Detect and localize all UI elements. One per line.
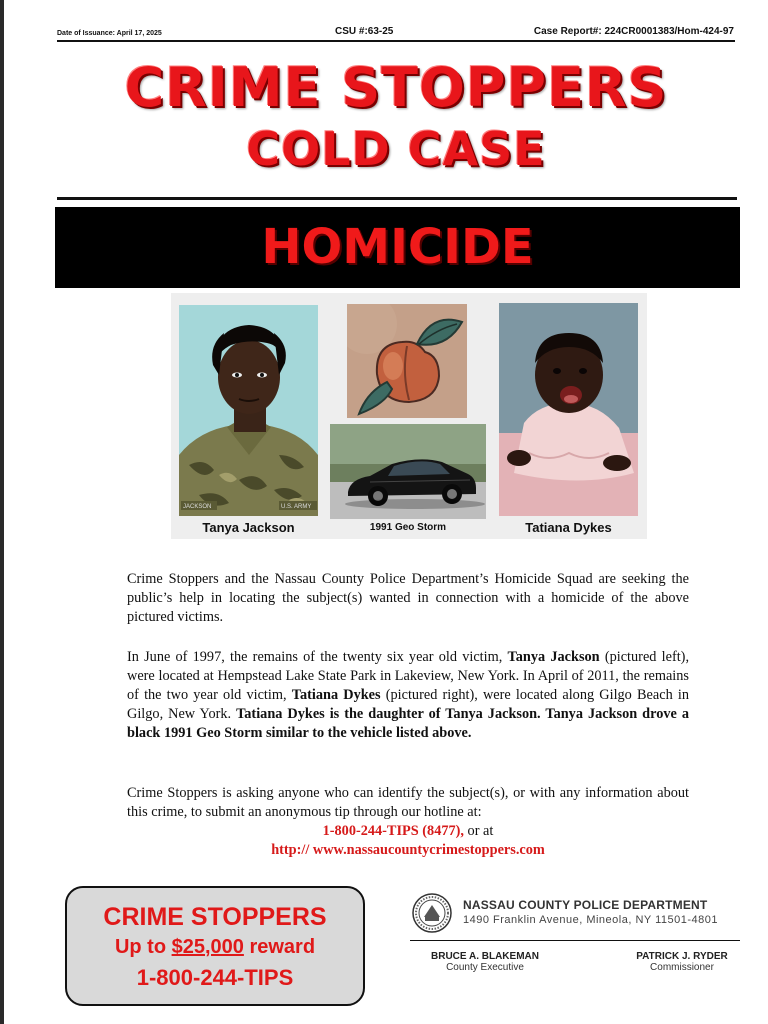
csu-number: CSU #:63-25 [335, 26, 394, 37]
reward-amount-line [67, 932, 363, 962]
intro-paragraph: Crime Stoppers and the Nassau County Police Department’s Homicide Squad are seeking the public’s help in locating the subject(s) wanted in connection with a homicide of the above pictured victims. [127, 571, 689, 625]
uniform-army-tag: U.S. ARMY [281, 504, 312, 510]
reward-suffix: reward [243, 936, 316, 958]
photo-geo-storm [330, 424, 486, 519]
case-report-number: Case Report#: 224CR0001383/Hom-424-97 [533, 26, 734, 37]
official-name: PATRICK J. RYDER [636, 951, 728, 962]
relationship-vehicle-note: Tatiana Dykes is the daughter of Tanya Jackson. Tanya Jackson drove a black 1991 Geo Storm similar to the vehicle listed above. [127, 706, 689, 741]
hotline-number[interactable]: 1-800-244-TIPS (8477), [322, 823, 464, 839]
photo-tattoo [347, 304, 467, 418]
peach-tattoo-illustration [347, 304, 467, 418]
official-title: Commissioner [650, 962, 714, 973]
hotline-line [127, 822, 689, 841]
tip-request-paragraph: Crime Stoppers is asking anyone who can identify the subject(s), or with any information about this crime, to submit an anonymous tip through our hotline at: [127, 785, 689, 820]
reward-box [65, 886, 365, 1006]
reward-hotline[interactable]: 1-800-244-TIPS [136, 965, 294, 990]
official-county-executive [415, 951, 555, 973]
baby-portrait-illustration [499, 303, 638, 516]
uniform-name-tag: JACKSON [183, 504, 212, 510]
main-title: CRIME STOPPERS [124, 56, 668, 119]
issuance-date: Date of Issuance: April 17, 2025 [57, 30, 162, 37]
case-details-text-3: (pictured right), were located along Gilgo Beach in Gilgo, New York. [127, 687, 689, 722]
car-illustration [330, 424, 486, 519]
case-details-paragraph [127, 648, 689, 743]
reward-title: CRIME STOPPERS [103, 903, 327, 931]
homicide-label: HOMICIDE [261, 219, 534, 275]
official-name: BRUCE A. BLAKEMAN [431, 951, 539, 962]
victim-name-tanya: Tanya Jackson [507, 649, 600, 665]
reward-prefix: Up to [114, 936, 172, 958]
header-divider [57, 40, 735, 42]
photo-tatiana-dykes [499, 303, 638, 516]
department-address: 1490 Franklin Avenue, Mineola, NY 11501-4801 [463, 914, 718, 926]
photo-tanya-jackson [179, 305, 318, 516]
official-title: County Executive [446, 962, 524, 973]
department-divider [410, 940, 740, 941]
department-name: NASSAU COUNTY POLICE DEPARTMENT [463, 898, 708, 912]
website-link[interactable]: http:// www.nassaucountycrimestoppers.com [271, 842, 545, 858]
sub-title: COLD CASE [246, 122, 546, 176]
caption-tanya-jackson: Tanya Jackson [202, 520, 295, 535]
reward-amount: $25,000 [171, 936, 244, 958]
or-at-text: or at [463, 823, 494, 839]
official-commissioner [612, 951, 752, 973]
caption-tatiana-dykes: Tatiana Dykes [525, 520, 612, 535]
caption-geo-storm: 1991 Geo Storm [369, 522, 447, 533]
case-details-text-2: (pictured left), were located at Hempstead Lake State Park in Lakeview, New York. In April of 2011, the remains of the two year old victim, [127, 649, 690, 703]
victim-name-tatiana: Tatiana Dykes [291, 687, 381, 703]
portrait-illustration [179, 305, 318, 516]
case-details-text-1: In June of 1997, the remains of the twenty six year old victim, [127, 649, 508, 665]
left-edge-bar [0, 0, 4, 1024]
title-divider [57, 197, 737, 200]
county-seal-icon [412, 893, 452, 933]
